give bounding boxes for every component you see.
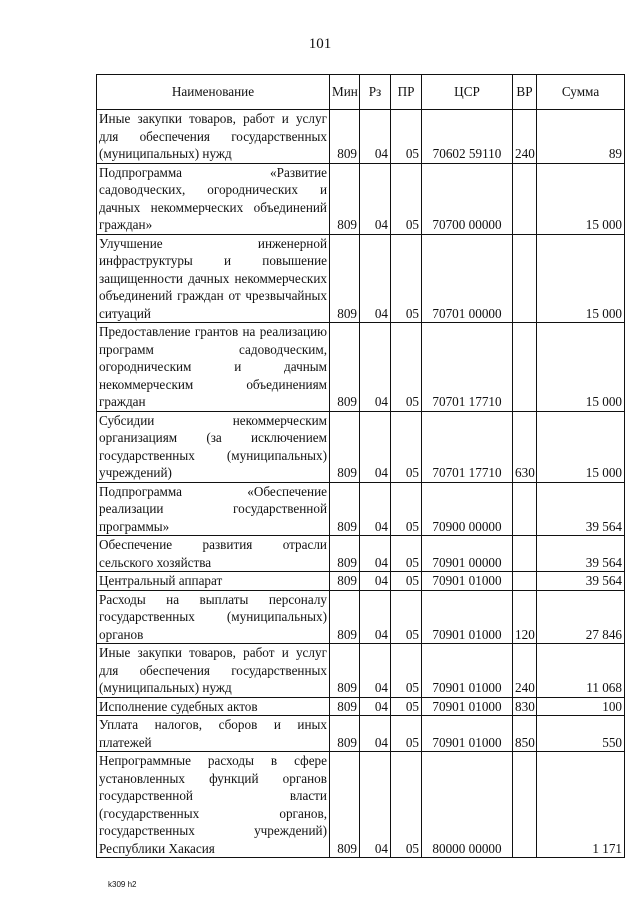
cell-pr: 05: [391, 536, 422, 572]
cell-pr: 05: [391, 234, 422, 323]
cell-vr: 120: [513, 590, 537, 644]
cell-sum: 11 068: [537, 644, 625, 698]
cell-name: Улучшение инженерной инфраструктуры и повышение защищенности дачных некоммерческих объединений граждан от чрезвычайных ситуаций: [97, 234, 330, 323]
header-vr: ВР: [513, 75, 537, 110]
cell-rz: 04: [360, 110, 391, 164]
table-row: [97, 482, 625, 536]
cell-rz: 04: [360, 482, 391, 536]
cell-pr: 05: [391, 411, 422, 482]
cell-csr: 70901 01000: [422, 697, 513, 716]
cell-csr: 70901 00000: [422, 536, 513, 572]
table-body: [97, 110, 625, 858]
page-number: 101: [308, 36, 332, 52]
cell-min: 809: [330, 323, 360, 412]
cell-vr: 240: [513, 110, 537, 164]
cell-csr: 70701 17710: [422, 411, 513, 482]
cell-vr: [513, 536, 537, 572]
cell-min: 809: [330, 234, 360, 323]
cell-sum: 15 000: [537, 323, 625, 412]
cell-pr: 05: [391, 163, 422, 234]
cell-csr: 70602 59110: [422, 110, 513, 164]
cell-rz: 04: [360, 323, 391, 412]
cell-vr: [513, 482, 537, 536]
table-row: [97, 572, 625, 591]
cell-pr: 05: [391, 752, 422, 858]
table-row: [97, 752, 625, 858]
cell-rz: 04: [360, 697, 391, 716]
cell-vr: 240: [513, 644, 537, 698]
table-row: [97, 536, 625, 572]
cell-rz: 04: [360, 590, 391, 644]
cell-vr: [513, 572, 537, 591]
cell-name: Подпрограмма «Развитие садоводческих, огороднических и дачных некоммерческих объединений граждан»: [97, 163, 330, 234]
header-min: Мин: [330, 75, 360, 110]
cell-pr: 05: [391, 482, 422, 536]
cell-sum: 100: [537, 697, 625, 716]
cell-pr: 05: [391, 110, 422, 164]
cell-pr: 05: [391, 716, 422, 752]
table-row: [97, 716, 625, 752]
cell-rz: 04: [360, 411, 391, 482]
cell-sum: 39 564: [537, 572, 625, 591]
cell-sum: 15 000: [537, 234, 625, 323]
cell-min: 809: [330, 572, 360, 591]
cell-rz: 04: [360, 644, 391, 698]
cell-sum: 39 564: [537, 536, 625, 572]
header-pr: ПР: [391, 75, 422, 110]
footer-code: k309 h2: [108, 880, 137, 889]
table-row: [97, 411, 625, 482]
budget-table: [96, 74, 625, 858]
cell-pr: 05: [391, 644, 422, 698]
cell-sum: 39 564: [537, 482, 625, 536]
cell-rz: 04: [360, 163, 391, 234]
table-header: [97, 75, 625, 110]
cell-rz: 04: [360, 572, 391, 591]
cell-pr: 05: [391, 697, 422, 716]
cell-sum: 89: [537, 110, 625, 164]
table-row: [97, 644, 625, 698]
cell-rz: 04: [360, 234, 391, 323]
cell-min: 809: [330, 752, 360, 858]
cell-min: 809: [330, 411, 360, 482]
cell-name: Обеспечение развития отрасли сельского хозяйства: [97, 536, 330, 572]
cell-name: Подпрограмма «Обеспечение реализации государственной программы»: [97, 482, 330, 536]
cell-min: 809: [330, 590, 360, 644]
cell-csr: 70901 01000: [422, 644, 513, 698]
cell-name: Центральный аппарат: [97, 572, 330, 591]
cell-rz: 04: [360, 536, 391, 572]
cell-csr: 70901 01000: [422, 572, 513, 591]
cell-min: 809: [330, 716, 360, 752]
cell-min: 809: [330, 644, 360, 698]
cell-csr: 70701 00000: [422, 234, 513, 323]
cell-name: Расходы на выплаты персоналу государственных (муниципальных) органов: [97, 590, 330, 644]
table-row: [97, 163, 625, 234]
cell-vr: [513, 323, 537, 412]
cell-min: 809: [330, 536, 360, 572]
table-row: [97, 590, 625, 644]
cell-pr: 05: [391, 590, 422, 644]
cell-name: Непрограммные расходы в сфере установленных функций органов государственной власти (государственных органов, государственных учреждений) Республики Хакасия: [97, 752, 330, 858]
cell-sum: 27 846: [537, 590, 625, 644]
cell-min: 809: [330, 110, 360, 164]
cell-name: Предоставление грантов на реализацию программ садоводческим, огородническим и дачным некоммерческим объединениям граждан: [97, 323, 330, 412]
table-row: [97, 234, 625, 323]
cell-csr: 70901 01000: [422, 716, 513, 752]
cell-csr: 70700 00000: [422, 163, 513, 234]
header-csr: ЦСР: [422, 75, 513, 110]
cell-min: 809: [330, 482, 360, 536]
cell-name: Иные закупки товаров, работ и услуг для обеспечения государственных (муниципальных) нужд: [97, 110, 330, 164]
header-name: Наименование: [97, 75, 330, 110]
cell-name: Субсидии некоммерческим организациям (за исключением государственных (муниципальных) учреждений): [97, 411, 330, 482]
table-row: [97, 323, 625, 412]
header-rz: Рз: [360, 75, 391, 110]
table-row: [97, 697, 625, 716]
cell-vr: [513, 163, 537, 234]
cell-sum: 550: [537, 716, 625, 752]
cell-min: 809: [330, 163, 360, 234]
cell-min: 809: [330, 697, 360, 716]
cell-csr: 70701 17710: [422, 323, 513, 412]
cell-vr: 830: [513, 697, 537, 716]
cell-csr: 70900 00000: [422, 482, 513, 536]
cell-vr: 850: [513, 716, 537, 752]
header-row: [97, 75, 625, 110]
cell-vr: [513, 752, 537, 858]
cell-rz: 04: [360, 752, 391, 858]
cell-csr: 80000 00000: [422, 752, 513, 858]
cell-rz: 04: [360, 716, 391, 752]
cell-pr: 05: [391, 572, 422, 591]
cell-csr: 70901 01000: [422, 590, 513, 644]
table-row: [97, 110, 625, 164]
cell-sum: 1 171: [537, 752, 625, 858]
cell-name: Исполнение судебных актов: [97, 697, 330, 716]
cell-name: Иные закупки товаров, работ и услуг для обеспечения государственных (муниципальных) нужд: [97, 644, 330, 698]
cell-pr: 05: [391, 323, 422, 412]
cell-vr: 630: [513, 411, 537, 482]
cell-vr: [513, 234, 537, 323]
cell-name: Уплата налогов, сборов и иных платежей: [97, 716, 330, 752]
header-sum: Сумма: [537, 75, 625, 110]
cell-sum: 15 000: [537, 163, 625, 234]
cell-sum: 15 000: [537, 411, 625, 482]
